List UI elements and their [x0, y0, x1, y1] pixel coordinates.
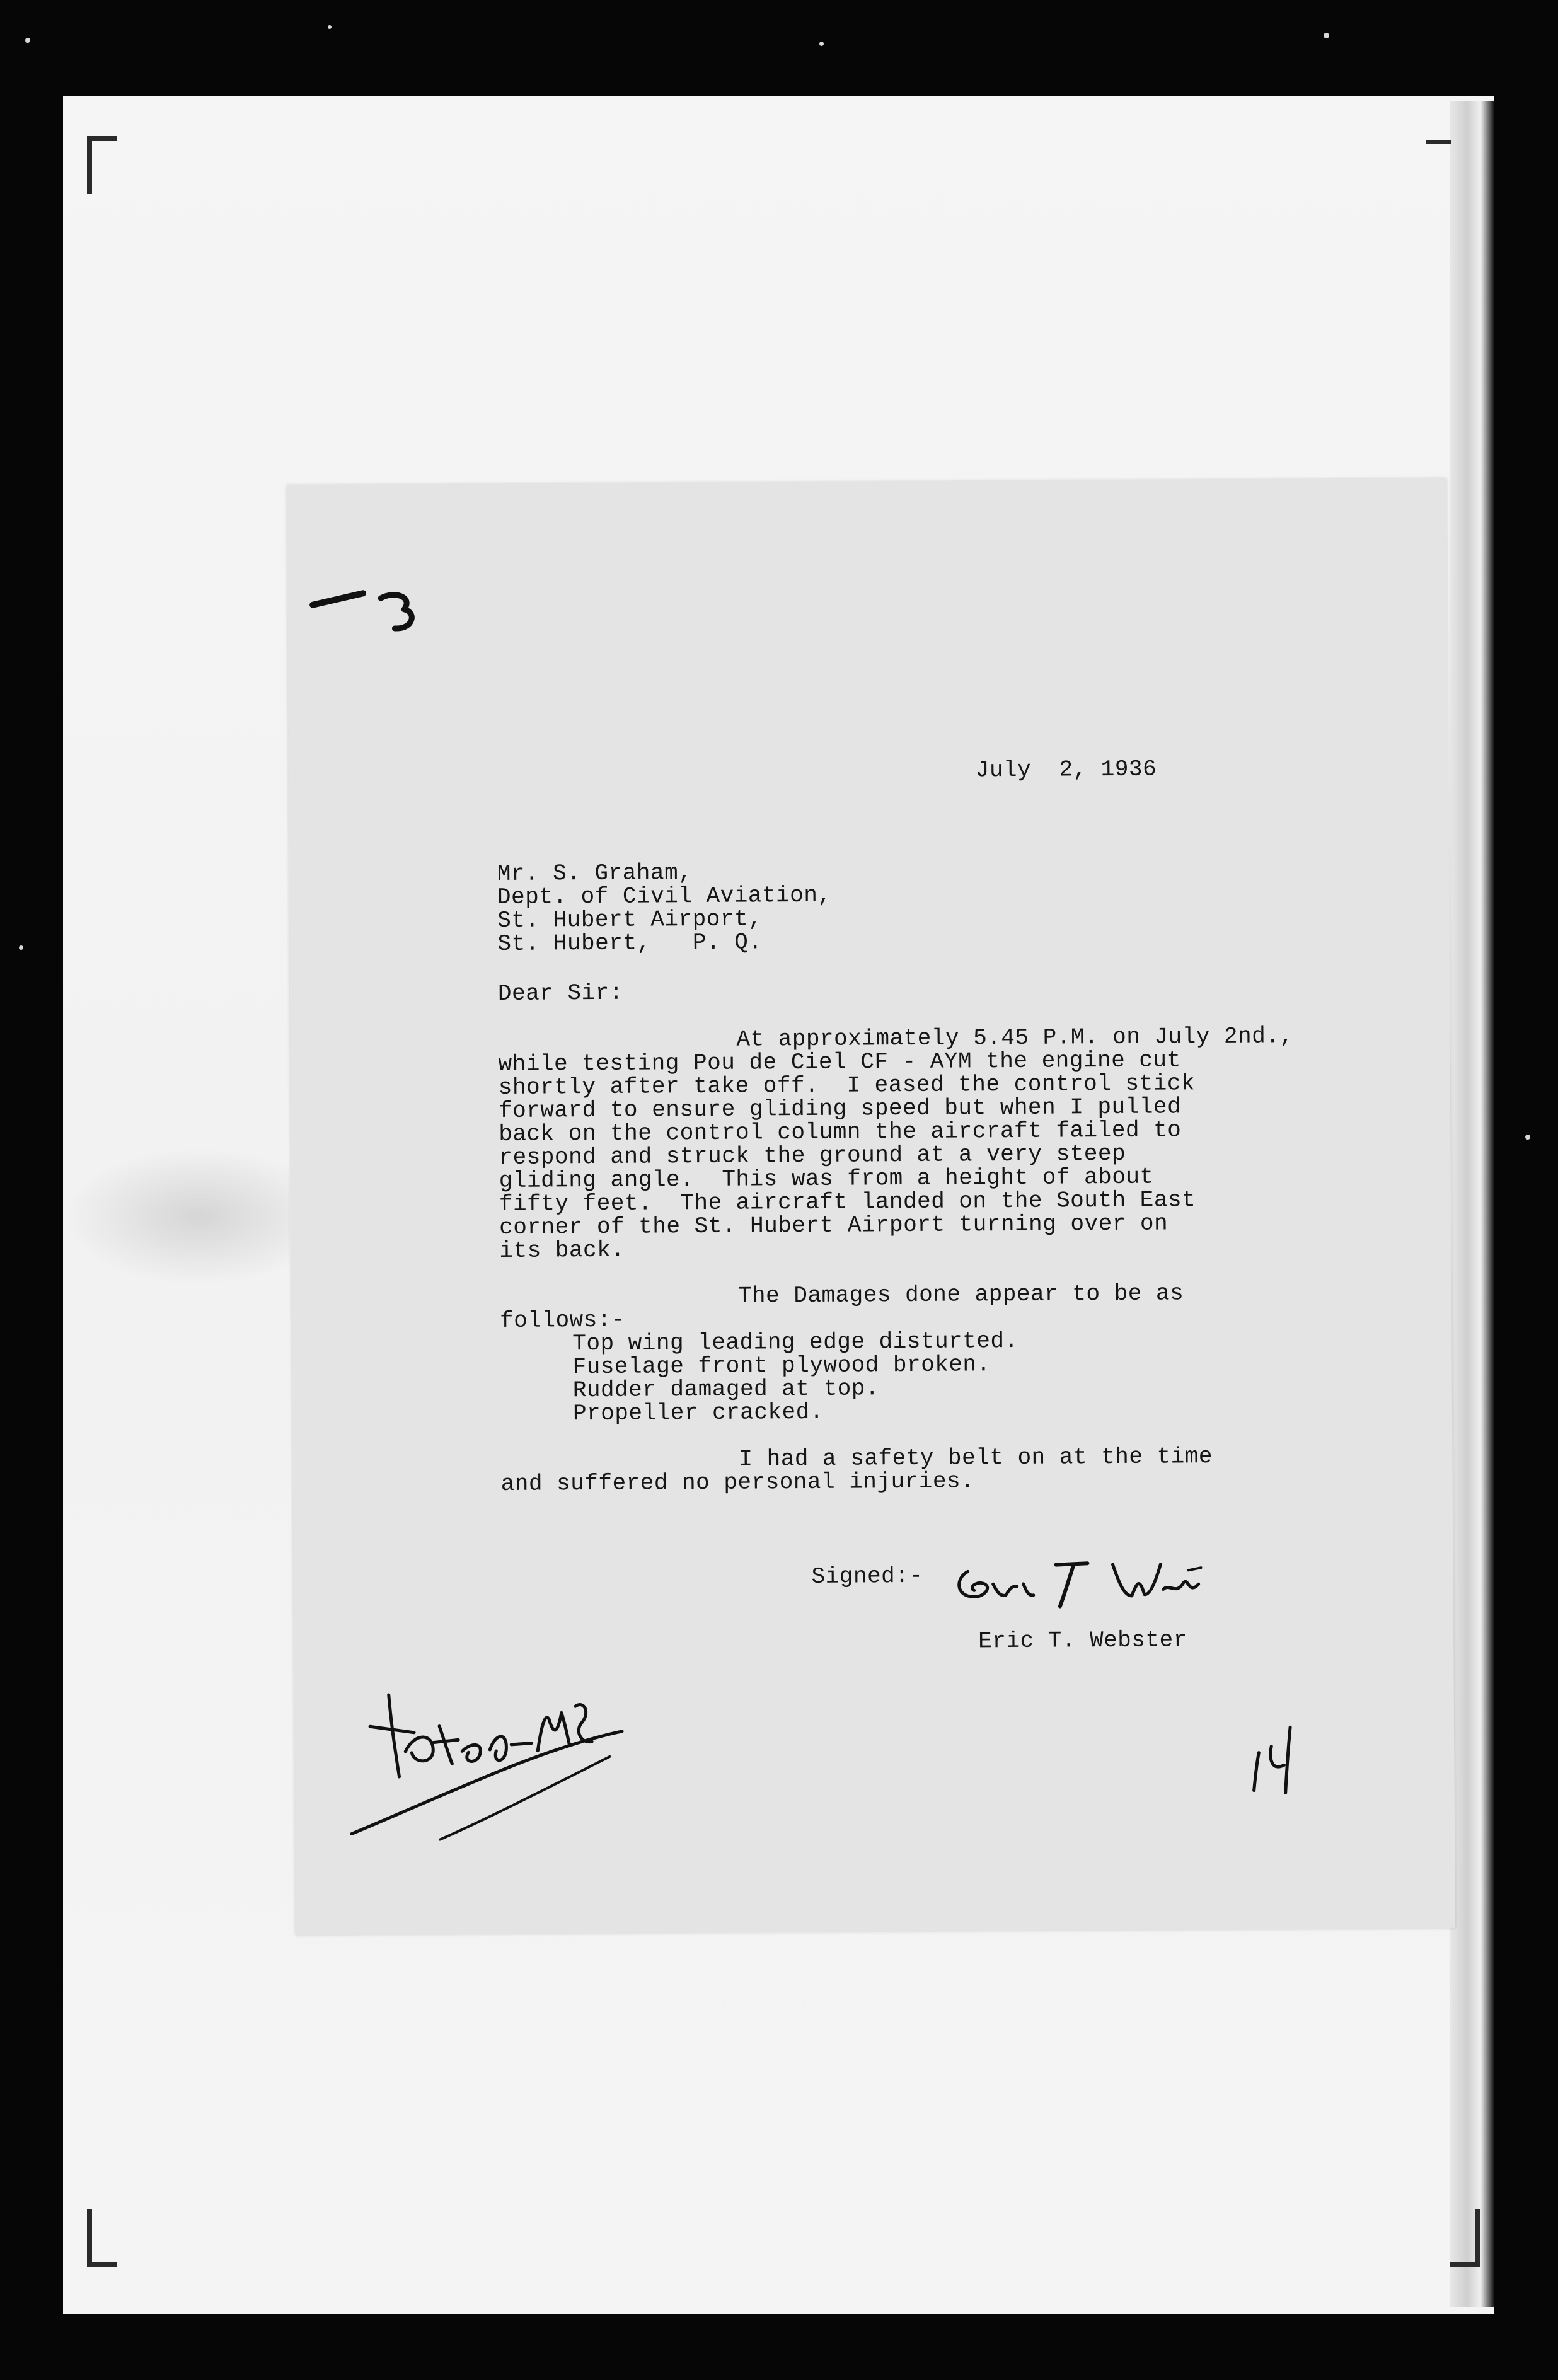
folio-annotation-bottom-right: [1246, 1714, 1322, 1797]
noted-annotation: [345, 1680, 661, 1871]
paragraph-line: its back.: [499, 1237, 625, 1264]
page-binding-edge: [1450, 101, 1494, 2307]
crop-mark-top-right: [1426, 140, 1451, 150]
paragraph-line: gliding angle. This was from a height of about: [499, 1164, 1154, 1194]
paragraph-line: fifty feet. The aircraft landed on the South East: [499, 1187, 1196, 1217]
film-speck: [25, 38, 30, 43]
paragraph-line: back on the control column the aircraft failed to: [499, 1117, 1182, 1147]
paragraph-line: follows:-: [499, 1307, 626, 1334]
film-speck: [819, 42, 824, 46]
signature: [949, 1545, 1214, 1616]
paragraph-line: while testing Pou de Ciel CF - AYM the engine cut: [498, 1047, 1181, 1077]
film-speck: [1525, 1135, 1530, 1140]
typed-signatory-name: Eric T. Webster: [978, 1627, 1187, 1655]
damage-list-item: Rudder damaged at top.: [572, 1375, 880, 1404]
film-speck: [19, 945, 23, 950]
recipient-address-line-2: St. Hubert, P. Q.: [497, 929, 763, 957]
paragraph-line: The Damages done appear to be as: [737, 1280, 1184, 1309]
letter-date: July 2, 1936: [975, 756, 1157, 783]
paragraph-line: forward to ensure gliding speed but when I pulled: [498, 1094, 1182, 1124]
damage-list-item: Propeller cracked.: [572, 1399, 824, 1427]
paragraph-line: shortly after take off. I eased the control stick: [498, 1070, 1196, 1100]
signed-label: Signed:-: [811, 1563, 923, 1590]
salutation: Dear Sir:: [497, 979, 623, 1007]
smudge: [63, 1147, 290, 1286]
paragraph-line: At approximately 5.45 P.M. on July 2nd.,: [736, 1023, 1294, 1053]
crop-mark-bottom-right: [1450, 2209, 1480, 2267]
damage-list-item: Fuselage front plywood broken.: [572, 1351, 991, 1380]
letter-sheet: [287, 478, 1455, 1935]
film-speck: [1324, 33, 1329, 38]
crop-mark-top-left: [87, 136, 117, 194]
paragraph-line: respond and struck the ground at a very steep: [499, 1140, 1126, 1170]
recipient-department: Dept. of Civil Aviation,: [497, 882, 832, 910]
crop-mark-bottom-left: [87, 2209, 117, 2267]
recipient-address-line-1: St. Hubert Airport,: [497, 906, 763, 933]
damage-list-item: Top wing leading edge disturted.: [572, 1327, 1018, 1357]
paragraph-line: corner of the St. Hubert Airport turning over on: [499, 1210, 1168, 1240]
paragraph-line: and suffered no personal injuries.: [500, 1468, 975, 1497]
recipient-name: Mr. S. Graham,: [497, 860, 693, 887]
paragraph-line: I had a safety belt on at the time: [739, 1443, 1213, 1472]
folio-annotation-top-left: [306, 579, 433, 656]
film-speck: [328, 25, 332, 29]
